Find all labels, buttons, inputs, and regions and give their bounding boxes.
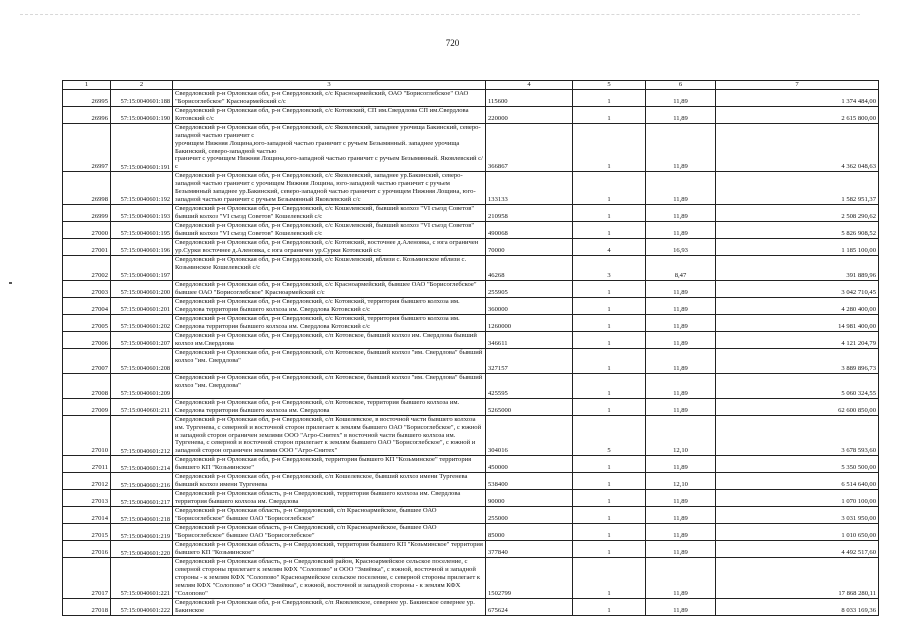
row-number-cell: 27008 [63, 373, 111, 398]
description-line: Свердловский р-н Орловская область, р-н Свердловский, с/п Красноармейское, бывшее ОАО "Борисоглебское" бывшее ОАО "Борисоглебское" [175, 524, 437, 540]
description-line: Свердловский р-н Орловская обл, р-н Свердловский, с/с Котовский, территория бывшего колхоза им. Свердлова территория бывшего колхоза им. Свердлова Котовский с/с [175, 314, 460, 330]
cadastral-value-cell: 5 060 324,55 [716, 373, 879, 398]
table-row [63, 398, 879, 415]
location-description-cell [173, 373, 486, 398]
category-cell: 1 [573, 456, 646, 473]
category-cell: 1 [573, 297, 646, 314]
row-number-cell: 26999 [63, 204, 111, 221]
cadastral-value-cell: 4 362 048,63 [716, 123, 879, 171]
cadastral-value-cell: 4 492 517,60 [716, 541, 879, 558]
rate-cell: 11,89 [646, 373, 716, 398]
category-cell: 1 [573, 490, 646, 507]
cadastral-value-cell: 4 121 204,79 [716, 331, 879, 348]
cadastral-number-cell: 57:15:0040601:207 [111, 331, 173, 348]
cadastral-number-cell: 57:15:0040601:202 [111, 314, 173, 331]
description-line: Свердловский р-н Орловская обл, р-н Свердловский, с/п Котовское, бывший колхоз "им. Свердлова" бывший колхоз "им. Свердлова" [175, 373, 483, 389]
area-cell: 90000 [486, 490, 573, 507]
area-cell: 220000 [486, 107, 573, 124]
cadastral-value-cell: 62 600 850,00 [716, 398, 879, 415]
table-row [63, 204, 879, 221]
category-cell: 5 [573, 415, 646, 456]
row-number-cell: 27009 [63, 398, 111, 415]
location-description-cell [173, 221, 486, 238]
row-number-cell: 27006 [63, 331, 111, 348]
rate-cell: 11,89 [646, 90, 716, 107]
row-number-cell: 27016 [63, 541, 111, 558]
category-cell: 1 [573, 398, 646, 415]
area-cell: 675624 [486, 598, 573, 615]
cadastral-number-cell: 57:15:0040601:217 [111, 490, 173, 507]
land-registry-table [62, 80, 879, 616]
category-cell: 1 [573, 204, 646, 221]
category-cell: 4 [573, 238, 646, 255]
description-line: Свердловский р-н Орловская обл, р-н Свердловский, с/с Кошелевский, бывший колхоз "VI съезд Советов" бывший колхоз "VI съезд Советов" Кошелевский с/с [175, 221, 475, 237]
category-cell: 1 [573, 541, 646, 558]
table-row [63, 473, 879, 490]
column-header-1: 1 [63, 81, 111, 90]
cadastral-number-cell: 57:15:0040601:200 [111, 280, 173, 297]
cadastral-value-cell: 1 070 100,00 [716, 490, 879, 507]
cadastral-value-cell: 1 010 650,00 [716, 524, 879, 541]
cadastral-number-cell: 57:15:0040601:222 [111, 598, 173, 615]
column-header-2: 2 [111, 81, 173, 90]
cadastral-value-cell: 2 508 290,62 [716, 204, 879, 221]
cadastral-number-cell: 57:15:0040601:208 [111, 348, 173, 373]
category-cell: 1 [573, 172, 646, 205]
table-row [63, 598, 879, 615]
location-description-cell [173, 598, 486, 615]
rate-cell: 11,89 [646, 541, 716, 558]
rate-cell: 11,89 [646, 331, 716, 348]
table-row [63, 90, 879, 107]
location-description-cell [173, 107, 486, 124]
cadastral-value-cell: 2 615 800,00 [716, 107, 879, 124]
rate-cell: 11,89 [646, 314, 716, 331]
rate-cell: 11,89 [646, 204, 716, 221]
rate-cell: 11,89 [646, 598, 716, 615]
row-number-cell: 27004 [63, 297, 111, 314]
column-header-7: 7 [716, 81, 879, 90]
location-description-cell [173, 238, 486, 255]
category-cell: 1 [573, 331, 646, 348]
cadastral-number-cell: 57:15:0040601:195 [111, 221, 173, 238]
table-row [63, 490, 879, 507]
category-cell: 1 [573, 280, 646, 297]
rate-cell: 11,89 [646, 558, 716, 599]
category-cell: 1 [573, 348, 646, 373]
location-description-cell [173, 255, 486, 280]
table-row [63, 558, 879, 599]
cadastral-value-cell: 17 868 280,11 [716, 558, 879, 599]
cadastral-value-cell: 6 514 640,00 [716, 473, 879, 490]
table-row [63, 524, 879, 541]
category-cell: 1 [573, 107, 646, 124]
category-cell: 1 [573, 373, 646, 398]
cadastral-number-cell: 57:15:0040601:191 [111, 123, 173, 171]
description-line: Свердловский р-н Орловская область, р-н Свердловский, территория бывшего колхоза им. Свердлова территория бывшего колхоза им. Свердлова [175, 490, 461, 506]
area-cell: 46268 [486, 255, 573, 280]
cadastral-value-cell: 5 826 908,52 [716, 221, 879, 238]
location-description-cell [173, 348, 486, 373]
area-cell: 327157 [486, 348, 573, 373]
description-line: Свердловский р-н Орловская область, р-н Свердловский, с/п Красноармейское, бывшее ОАО "Борисоглебское" бывшее ОАО "Борисоглебское" [175, 507, 437, 523]
location-description-cell [173, 473, 486, 490]
location-description-cell [173, 524, 486, 541]
location-description-cell [173, 172, 486, 205]
area-cell: 115600 [486, 90, 573, 107]
table-row [63, 456, 879, 473]
location-description-cell [173, 415, 486, 456]
description-line: Свердловский р-н Орловская область, р-н Свердловский, территория бывшего КП "Козьминское" территория бывшего КП "Козьминское" [175, 541, 483, 557]
cadastral-number-cell: 57:15:0040601:218 [111, 507, 173, 524]
area-cell: 5265000 [486, 398, 573, 415]
location-description-cell [173, 456, 486, 473]
location-description-cell [173, 541, 486, 558]
table-row [63, 123, 879, 171]
location-description-cell [173, 314, 486, 331]
area-cell: 377840 [486, 541, 573, 558]
column-header-3: 3 [173, 81, 486, 90]
table-row [63, 331, 879, 348]
cadastral-number-cell: 57:15:0040601:212 [111, 415, 173, 456]
category-cell: 1 [573, 598, 646, 615]
cadastral-number-cell: 57:15:0040601:188 [111, 90, 173, 107]
category-cell: 1 [573, 524, 646, 541]
cadastral-number-cell: 57:15:0040601:190 [111, 107, 173, 124]
row-number-cell: 27010 [63, 415, 111, 456]
table-row [63, 314, 879, 331]
location-description-cell [173, 490, 486, 507]
description-line: Свердловский р-н Орловская обл, р-н Свердловский, с/п Яковлевское, севернее ур. Бакинское севернее ур. Бакинское [175, 598, 475, 614]
table-row [63, 415, 879, 456]
area-cell: 133133 [486, 172, 573, 205]
cadastral-value-cell: 3 889 896,73 [716, 348, 879, 373]
table-row [63, 297, 879, 314]
cadastral-number-cell: 57:15:0040601:193 [111, 204, 173, 221]
location-description-cell [173, 331, 486, 348]
cadastral-number-cell: 57:15:0040601:211 [111, 398, 173, 415]
row-number-cell: 27001 [63, 238, 111, 255]
category-cell: 1 [573, 473, 646, 490]
area-cell: 255000 [486, 507, 573, 524]
rate-cell: 16,93 [646, 238, 716, 255]
description-line: Свердловский р-н Орловская обл, р-н Свердловский, с/с Красноармейский, ОАО "Борисоглебское" ОАО "Борисоглебское" Красноармейский с/с [175, 90, 469, 105]
table-header [63, 81, 879, 90]
cadastral-value-cell: 391 889,96 [716, 255, 879, 280]
row-number-cell: 27015 [63, 524, 111, 541]
table-row [63, 172, 879, 205]
category-cell: 3 [573, 255, 646, 280]
description-line: Свердловский р-н Орловская обл, р-н Свердловский, с/с Котовский, СП им.Свердлова СП им.Свердлова Котовский с/с [175, 107, 469, 122]
location-description-cell [173, 90, 486, 107]
row-number-cell: 26997 [63, 123, 111, 171]
cadastral-number-cell: 57:15:0040601:221 [111, 558, 173, 599]
cadastral-value-cell: 3 031 950,00 [716, 507, 879, 524]
rate-cell: 11,89 [646, 507, 716, 524]
row-number-cell: 26995 [63, 90, 111, 107]
rate-cell: 11,89 [646, 221, 716, 238]
rate-cell: 11,89 [646, 398, 716, 415]
description-line: Свердловский р-н Орловская обл, р-н Свердловский, с/с Котовский, восточнее д.Аленовка, с юга ограничен ур.Сурки восточнее д.Аленовка, с юга ограничен ур.Сурки Котовский с/с [175, 238, 479, 254]
row-number-cell: 27000 [63, 221, 111, 238]
row-number-cell: 26998 [63, 172, 111, 205]
location-description-cell [173, 280, 486, 297]
cadastral-number-cell: 57:15:0040601:201 [111, 297, 173, 314]
cadastral-number-cell: 57:15:0040601:214 [111, 456, 173, 473]
area-cell: 490068 [486, 221, 573, 238]
row-number-cell: 27018 [63, 598, 111, 615]
description-line: Свердловский р-н Орловская обл, р-н Свердловский, с/с Яковлевский, западнее урочища Бакинский, северо-западной частью граничит с [175, 123, 481, 139]
description-line: Свердловский р-н Орловская обл, р-н Свердловский, с/п Кошелевское, в восточной части бывшего колхоза им. Тургенева, с северной и восточной сторон прилегает к землям бывшего ОАО "Борисоглебское", с южной и западной сторон ограничен землями ООО "Агро-Снитех" в восточной части бывшего колхоза им. Тургенева, с северной и восточной сторон прилегает к землям бывшего ОАО "Борисоглебское", с южной и западной сторон ограничен землями ООО "Агро-Снитех" [175, 415, 482, 455]
row-number-cell: 27003 [63, 280, 111, 297]
row-number-cell: 27007 [63, 348, 111, 373]
column-header-5: 5 [573, 81, 646, 90]
area-cell: 450000 [486, 456, 573, 473]
description-line: Свердловский р-н Орловская обл, р-н Свердловский, с/п Кошелевское, бывший колхоз имени Тургенева бывший колхоз имени Тургенева [175, 473, 468, 489]
description-line: Свердловский р-н Орловская область, р-н Свердловский район, Красноармейское сельское поселение, с северной стороны прилегает к землям КФХ "Солопово" и ООО "Змиёвка", с южной, восточной и западной стороны - к землям КФХ "Солопово" Красноармейское сельское поселение, с северной стороны прилегает к землям КФХ "Солопово" и ООО "Змиёвка", с южной, восточной и западной стороны - к землям КФХ "Солопово" [175, 558, 481, 597]
rate-cell: 11,89 [646, 172, 716, 205]
cadastral-number-cell: 57:15:0040601:216 [111, 473, 173, 490]
cadastral-number-cell: 57:15:0040601:192 [111, 172, 173, 205]
area-cell: 85000 [486, 524, 573, 541]
table-row [63, 373, 879, 398]
description-line: Свердловский р-н Орловская обл, р-н Свердловский, с/п Котовское, территория бывшего колхоза им. Свердлова территория бывшего колхоза им. Свердлова [175, 398, 460, 414]
row-number-cell: 27014 [63, 507, 111, 524]
table-row [63, 238, 879, 255]
rate-cell: 11,89 [646, 348, 716, 373]
rate-cell: 11,89 [646, 524, 716, 541]
rate-cell: 12,10 [646, 415, 716, 456]
description-line: граничит с урочищем Нижняя Лощина,юго-западной частью граничит с ручьем Безымянный. Яковлевский с/с [175, 155, 483, 171]
table-body [63, 90, 879, 616]
rate-cell: 11,89 [646, 490, 716, 507]
rate-cell: 11,89 [646, 456, 716, 473]
table-row [63, 221, 879, 238]
table-row [63, 255, 879, 280]
location-description-cell [173, 507, 486, 524]
area-cell: 304016 [486, 415, 573, 456]
scan-edge-marks [20, 14, 860, 21]
column-header-4: 4 [486, 81, 573, 90]
cadastral-value-cell: 8 033 169,36 [716, 598, 879, 615]
cadastral-number-cell: 57:15:0040601:196 [111, 238, 173, 255]
rate-cell: 11,89 [646, 107, 716, 124]
description-line: Свердловский р-н Орловская обл, р-н Свердловский, с/с Яковлевский, западнее ур.Бакинский, северо-западной частью граничит с урочищем Нижняя Лощина, юго-западной частью граничит с ручьем Безымянный западнее ур.Бакинский, северо-западной частью граничит с урочищем Нижняя Лощина, юго-западной частью граничит с ручьем Безымянный Яковлевский с/с [175, 172, 476, 203]
row-number-cell: 27005 [63, 314, 111, 331]
cadastral-value-cell: 1 582 951,37 [716, 172, 879, 205]
column-header-6: 6 [646, 81, 716, 90]
location-description-cell [173, 204, 486, 221]
row-number-cell: 27013 [63, 490, 111, 507]
row-number-cell: 27017 [63, 558, 111, 599]
location-description-cell [173, 123, 486, 171]
description-line: Свердловский р-н Орловская обл, р-н Свердловский, территория бывшего КП "Козьминское" территория бывшего КП "Козьминское" [175, 456, 472, 472]
cadastral-value-cell: 1 374 484,00 [716, 90, 879, 107]
area-cell: 538400 [486, 473, 573, 490]
category-cell: 1 [573, 507, 646, 524]
description-line: Свердловский р-н Орловская обл, р-н Свердловский, с/п Котовское, бывший колхоз "им. Свердлова" бывший колхоз "им. Свердлова" [175, 348, 483, 364]
table-row [63, 280, 879, 297]
category-cell: 1 [573, 90, 646, 107]
area-cell: 366867 [486, 123, 573, 171]
area-cell: 346611 [486, 331, 573, 348]
scan-artifact [9, 282, 12, 284]
cadastral-number-cell: 57:15:0040601:197 [111, 255, 173, 280]
description-line: Свердловский р-н Орловская обл, р-н Свердловский, с/с Кошелевский, бывший колхоз "VI съезд Советов" бывший колхоз "VI съезд Советов" Кошелевский с/с [175, 204, 475, 220]
cadastral-value-cell: 3 042 710,45 [716, 280, 879, 297]
location-description-cell [173, 398, 486, 415]
table-row [63, 541, 879, 558]
area-cell: 360000 [486, 297, 573, 314]
category-cell: 1 [573, 558, 646, 599]
description-line: Свердловский р-н Орловская обл, р-н Свердловский, с/с Котовский, территория бывшего колхоза им. Свердлова территория бывшего колхоза им. Свердлова Котовский с/с [175, 297, 460, 313]
description-line: Свердловский р-н Орловская обл, р-н Свердловский, с/с Красноармейский, бывшее ОАО "Борисоглебское" бывшее ОАО "Борисоглебское" Красноармейский с/с [175, 280, 477, 296]
column-number-row [63, 81, 879, 90]
row-number-cell: 27011 [63, 456, 111, 473]
description-line: урочищем Нижняя Лощина,юго-западной частью граничит с ручьем Безымянный. западнее урочища Бакинский, северо-западной частью [175, 139, 460, 155]
rate-cell: 8,47 [646, 255, 716, 280]
area-cell: 425595 [486, 373, 573, 398]
row-number-cell: 27012 [63, 473, 111, 490]
cadastral-number-cell: 57:15:0040601:219 [111, 524, 173, 541]
row-number-cell: 27002 [63, 255, 111, 280]
category-cell: 1 [573, 314, 646, 331]
cadastral-value-cell: 3 678 593,60 [716, 415, 879, 456]
rate-cell: 11,89 [646, 297, 716, 314]
cadastral-value-cell: 1 185 100,00 [716, 238, 879, 255]
area-cell: 70000 [486, 238, 573, 255]
cadastral-number-cell: 57:15:0040601:220 [111, 541, 173, 558]
row-number-cell: 26996 [63, 107, 111, 124]
cadastral-value-cell: 14 981 400,00 [716, 314, 879, 331]
table-row [63, 507, 879, 524]
area-cell: 255905 [486, 280, 573, 297]
rate-cell: 11,89 [646, 280, 716, 297]
table-row [63, 107, 879, 124]
description-line: Свердловский р-н Орловская обл, р-н Свердловский, с/п Котовское, бывший колхоз им. Свердлова бывший колхоз им.Свердлова [175, 331, 477, 347]
area-cell: 1502799 [486, 558, 573, 599]
area-cell: 210958 [486, 204, 573, 221]
rate-cell: 12,10 [646, 473, 716, 490]
location-description-cell [173, 558, 486, 599]
description-line: Свердловский р-н Орловская обл, р-н Свердловский, с/с Кошелевский, вблизи с. Козьминское вблизи с. Козьминское Кошелевский с/с [175, 255, 467, 271]
location-description-cell [173, 297, 486, 314]
category-cell: 1 [573, 123, 646, 171]
page-number: 720 [445, 38, 460, 48]
cadastral-value-cell: 5 350 500,00 [716, 456, 879, 473]
rate-cell: 11,89 [646, 123, 716, 171]
category-cell: 1 [573, 221, 646, 238]
table-row [63, 348, 879, 373]
cadastral-number-cell: 57:15:0040601:209 [111, 373, 173, 398]
area-cell: 1260000 [486, 314, 573, 331]
cadastral-value-cell: 4 280 400,00 [716, 297, 879, 314]
